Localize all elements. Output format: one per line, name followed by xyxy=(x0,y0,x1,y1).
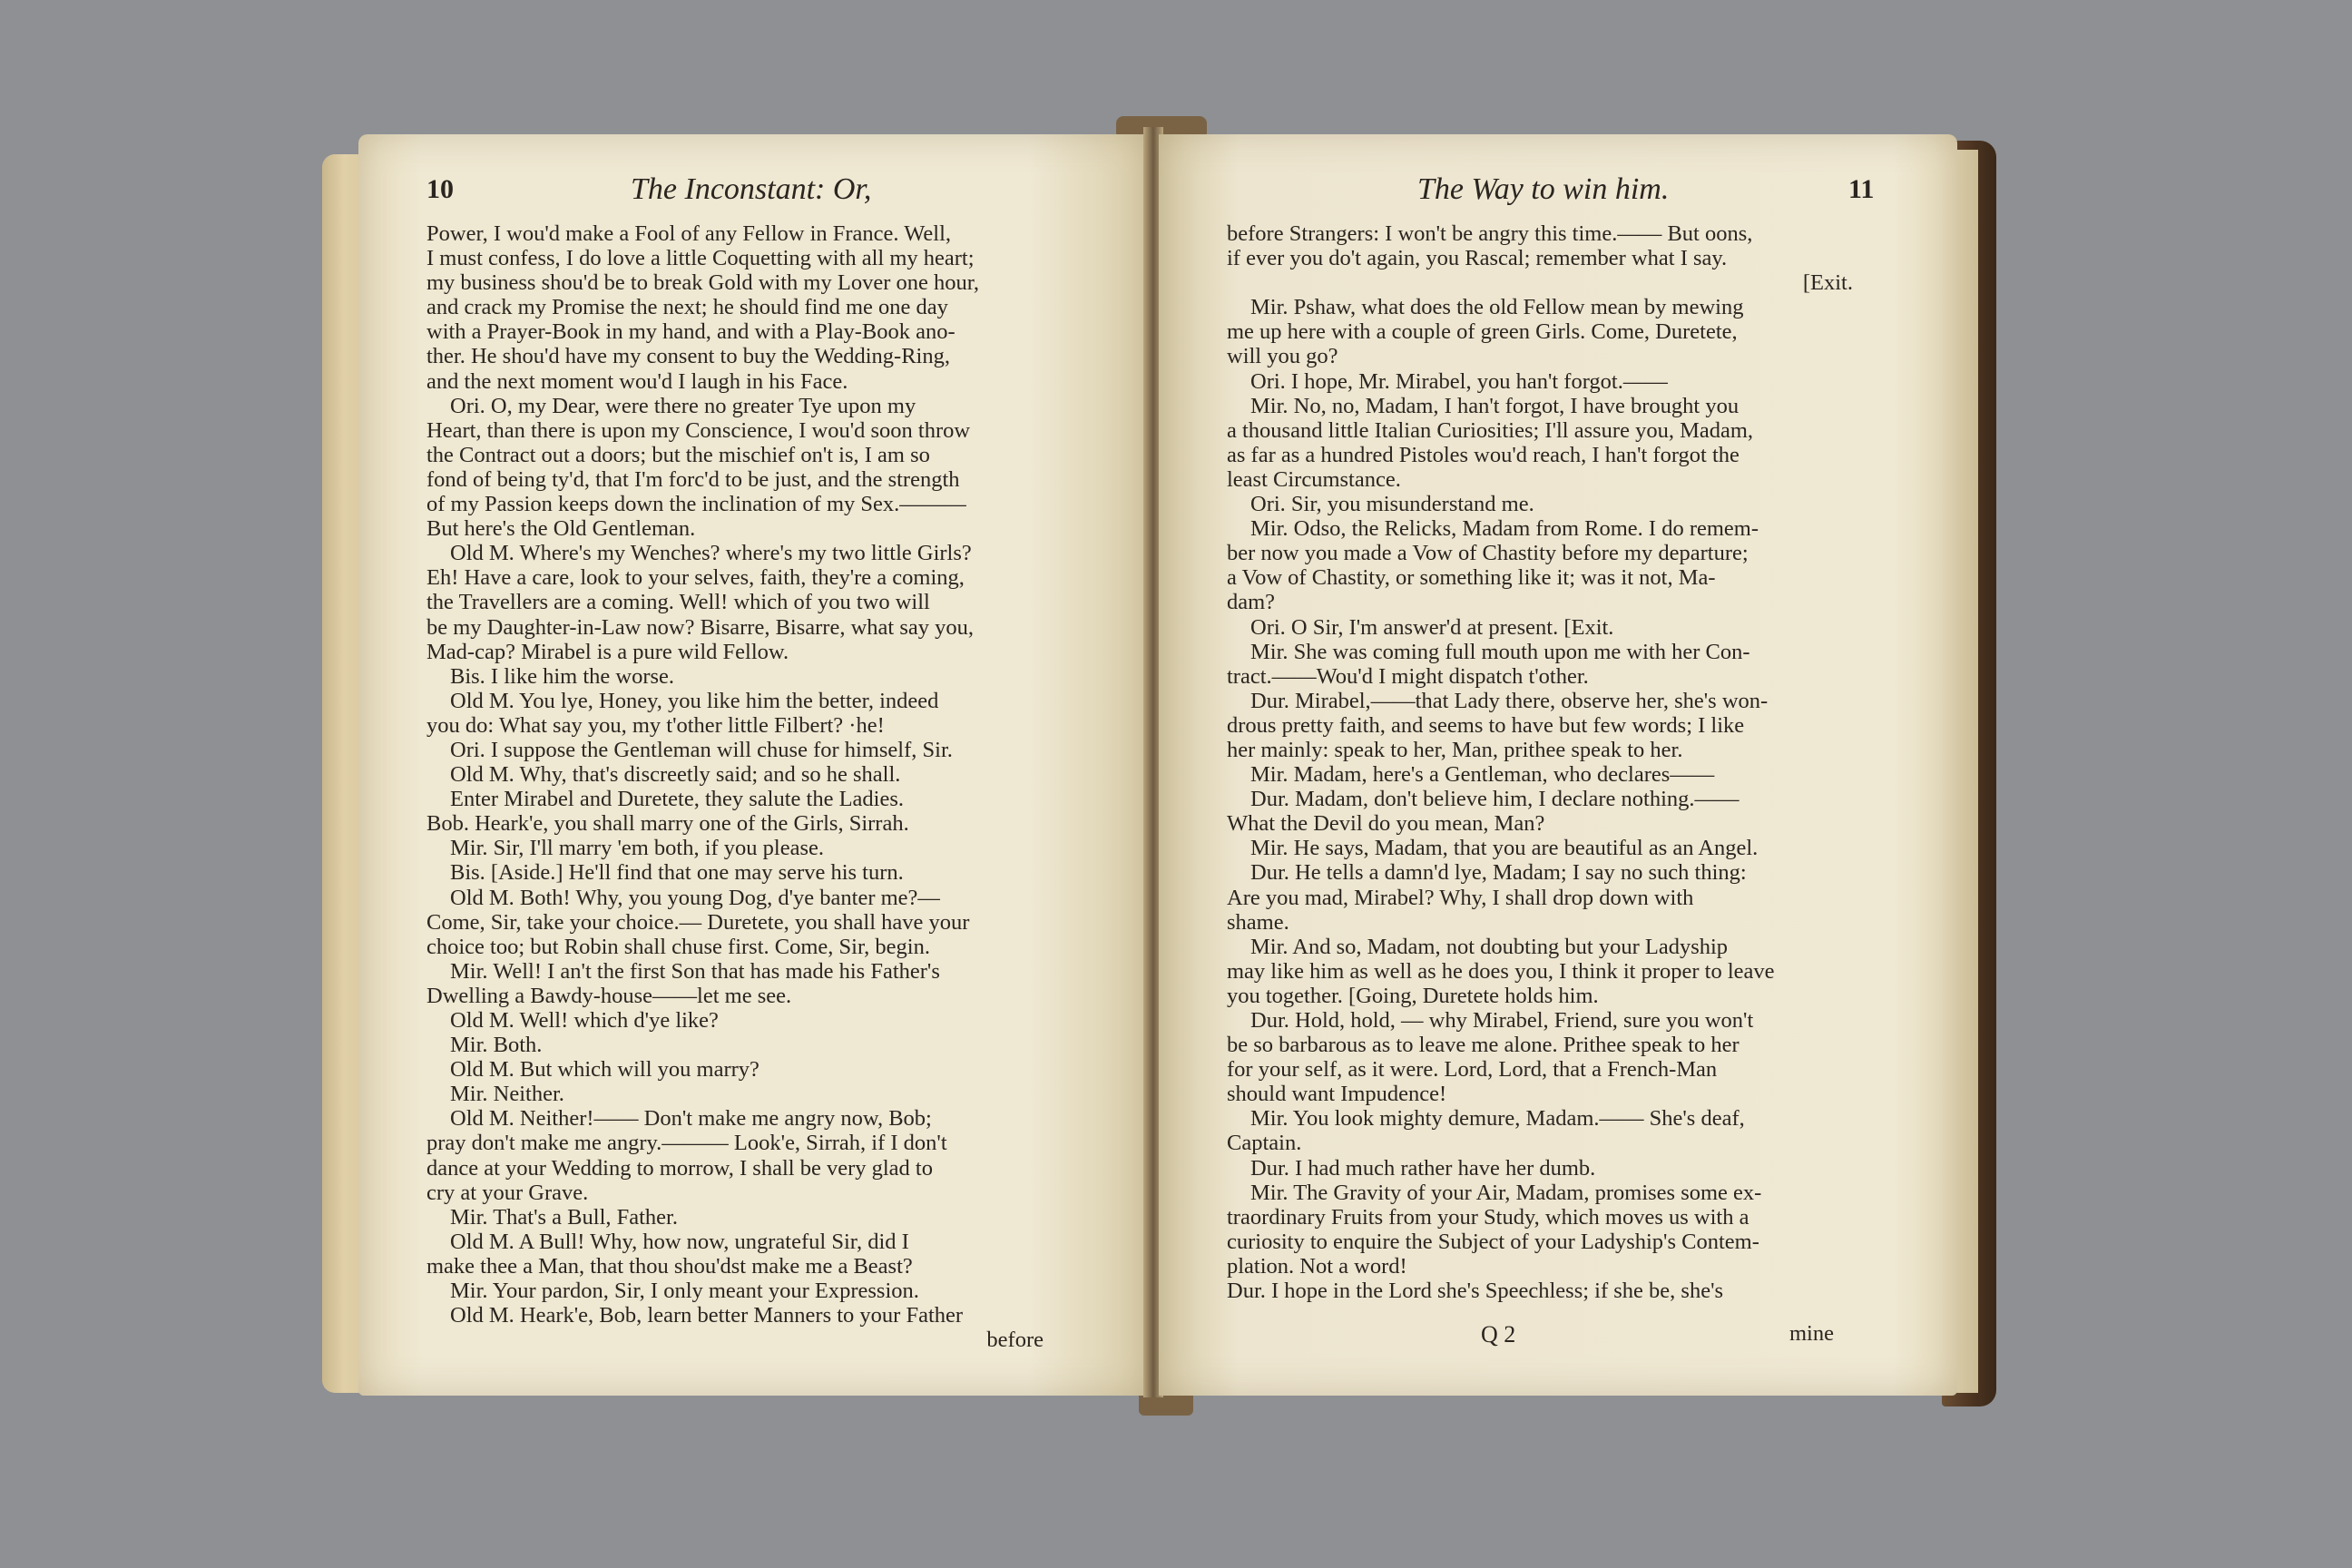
text-line: drous pretty faith, and seems to have but few words; I like xyxy=(1227,712,1745,738)
text-line: and the next moment wou'd I laugh in his Face. xyxy=(426,368,848,394)
text-line: before Strangers: I won't be angry this time.—— But oons, xyxy=(1227,221,1753,246)
text-line: Ori. I hope, Mr. Mirabel, you han't forgot.—— xyxy=(1250,368,1668,394)
text-line: [Exit. xyxy=(1802,270,1853,296)
text-line: Are you mad, Mirabel? Why, I shall drop down with xyxy=(1227,885,1694,910)
left-folio: 10 xyxy=(426,174,454,204)
text-line: Dur. Madam, don't believe him, I declare nothing.—— xyxy=(1250,787,1740,812)
text-line: Mir. Madam, here's a Gentleman, who declares—— xyxy=(1250,762,1715,788)
text-line: may like him as well as he does you, I think it proper to leave xyxy=(1227,958,1775,984)
text-line: should want Impudence! xyxy=(1227,1082,1447,1107)
right-page xyxy=(1159,134,1957,1396)
text-line: a Vow of Chastity, or something like it; was it not, Ma- xyxy=(1227,565,1716,591)
text-line: Bis. [Aside.] He'll find that one may serve his turn. xyxy=(450,860,904,886)
text-line: and crack my Promise the next; he should find me one day xyxy=(426,295,948,320)
text-line: Mir. Pshaw, what does the old Fellow mean by mewing xyxy=(1250,295,1744,320)
text-line: my business shou'd be to break Gold with my Lover one hour, xyxy=(426,270,980,296)
left-page-text xyxy=(426,221,1044,1328)
text-line: Mir. You look mighty demure, Madam.—— She's deaf, xyxy=(1250,1106,1745,1132)
text-line: a thousand little Italian Curiosities; I'll assure you, Madam, xyxy=(1227,417,1754,443)
text-line: Captain. xyxy=(1227,1131,1302,1156)
text-line: Mir. Your pardon, Sir, I only meant your Expression. xyxy=(450,1279,919,1304)
text-line: Eh! Have a care, look to your selves, faith, they're a coming, xyxy=(426,565,965,591)
text-line: Old M. Well! which d'ye like? xyxy=(450,1008,719,1033)
text-line: Ori. O, my Dear, were there no greater Tye upon my xyxy=(450,393,916,418)
text-line: But here's the Old Gentleman. xyxy=(426,516,696,542)
text-line: Dur. I had much rather have her dumb. xyxy=(1250,1155,1596,1181)
text-line: the Contract out a doors; but the mischief on't is, I am so xyxy=(426,442,930,467)
text-line: Ori. O Sir, I'm answer'd at present. [Exit. xyxy=(1250,614,1614,640)
text-line: if ever you do't again, you Rascal; remember what I say. xyxy=(1227,246,1728,271)
text-line: What the Devil do you mean, Man? xyxy=(1227,811,1545,837)
right-folio: 11 xyxy=(1848,174,1875,204)
text-line: Mir. That's a Bull, Father. xyxy=(450,1204,678,1230)
left-page xyxy=(358,134,1148,1396)
text-line: I must confess, I do love a little Coquetting with all my heart; xyxy=(426,246,975,271)
text-line: ther. He shou'd have my consent to buy the Wedding-Ring, xyxy=(426,344,950,369)
text-line: Dur. Hold, hold, — why Mirabel, Friend, sure you won't xyxy=(1250,1008,1754,1033)
left-catchword: before xyxy=(986,1328,1044,1352)
text-line: Dwelling a Bawdy-house——let me see. xyxy=(426,983,792,1008)
text-line: Old M. You lye, Honey, you like him the better, indeed xyxy=(450,688,939,713)
text-line: Dur. I hope in the Lord she's Speechless; if she be, she's xyxy=(1227,1279,1724,1304)
text-line: for your self, as it were. Lord, Lord, that a French-Man xyxy=(1227,1057,1718,1083)
text-line: Mir. Odso, the Relicks, Madam from Rome. I do remem- xyxy=(1250,516,1759,542)
text-line: fond of being ty'd, that I'm forc'd to be just, and the strength xyxy=(426,466,960,492)
signature-mark: Q 2 xyxy=(1481,1321,1516,1348)
text-line: Come, Sir, take your choice.— Duretete, you shall have your xyxy=(426,909,970,935)
text-line: you together. [Going, Duretete holds him. xyxy=(1227,983,1599,1008)
text-line: Ori. I suppose the Gentleman will chuse for himself, Sir. xyxy=(450,737,953,762)
text-line: Mad-cap? Mirabel is a pure wild Fellow. xyxy=(426,639,789,664)
text-line: choice too; but Robin shall chuse first. Come, Sir, begin. xyxy=(426,934,930,959)
text-line: Old M. A Bull! Why, how now, ungrateful Sir, did I xyxy=(450,1229,909,1254)
text-line: will you go? xyxy=(1227,344,1338,369)
text-line: Old M. Neither!—— Don't make me angry now, Bob; xyxy=(450,1106,932,1132)
text-line: dam? xyxy=(1227,590,1276,615)
text-line: cry at your Grave. xyxy=(426,1180,589,1205)
text-line: Dur. He tells a damn'd lye, Madam; I say no such thing: xyxy=(1250,860,1747,886)
text-line: Dur. Mirabel,——that Lady there, observe her, she's won- xyxy=(1250,688,1769,713)
text-line: Mir. And so, Madam, not doubting but your Ladyship xyxy=(1250,934,1729,959)
left-running-head: The Inconstant: Or, xyxy=(631,172,872,206)
text-line: Mir. Well! I an't the first Son that has made his Father's xyxy=(450,958,940,984)
text-line: be so barbarous as to leave me alone. Prithee speak to her xyxy=(1227,1033,1740,1058)
text-line: Enter Mirabel and Duretete, they salute the Ladies. xyxy=(450,787,905,812)
text-line: me up here with a couple of green Girls. Come, Duretete, xyxy=(1227,319,1738,345)
text-line: curiosity to enquire the Subject of your Ladyship's Contem- xyxy=(1227,1229,1759,1254)
text-line: plation. Not a word! xyxy=(1227,1253,1407,1279)
text-line: Old M. But which will you marry? xyxy=(450,1057,760,1083)
text-line: Power, I wou'd make a Fool of any Fellow in France. Well, xyxy=(426,221,952,246)
text-line: traordinary Fruits from your Study, which moves us with a xyxy=(1227,1204,1749,1230)
text-line: with a Prayer-Book in my hand, and with a Play-Book ano- xyxy=(426,319,956,345)
text-line: least Circumstance. xyxy=(1227,466,1401,492)
text-line: Mir. He says, Madam, that you are beautiful as an Angel. xyxy=(1250,836,1759,861)
text-line: Old M. Heark'e, Bob, learn better Manners to your Father xyxy=(450,1303,964,1328)
right-page-text xyxy=(1227,221,1853,1303)
right-catchword: mine xyxy=(1789,1321,1834,1346)
text-line: make thee a Man, that thou shou'dst make me a Beast? xyxy=(426,1253,913,1279)
text-line: Heart, than there is upon my Conscience, I wou'd soon throw xyxy=(426,417,971,443)
text-line: Old M. Where's my Wenches? where's my two little Girls? xyxy=(450,541,972,566)
text-line: her mainly: speak to her, Man, prithee speak to her. xyxy=(1227,737,1683,762)
text-line: ber now you made a Vow of Chastity before my departure; xyxy=(1227,541,1749,566)
text-line: Old M. Why, that's discreetly said; and so he shall. xyxy=(450,762,901,788)
text-line: Mir. Both. xyxy=(450,1033,543,1058)
text-line: Ori. Sir, you misunderstand me. xyxy=(1250,492,1534,517)
text-line: Mir. Sir, I'll marry 'em both, if you please. xyxy=(450,836,825,861)
text-line: Bob. Heark'e, you shall marry one of the Girls, Sirrah. xyxy=(426,811,909,837)
text-line: Mir. The Gravity of your Air, Madam, promises some ex- xyxy=(1250,1180,1762,1205)
text-line: pray don't make me angry.——— Look'e, Sirrah, if I don't xyxy=(426,1131,947,1156)
text-line: the Travellers are a coming. Well! which of you two will xyxy=(426,590,930,615)
text-line: tract.——Wou'd I might dispatch t'other. xyxy=(1227,663,1589,689)
text-line: Old M. Both! Why, you young Dog, d'ye banter me?— xyxy=(450,885,940,910)
text-line: of my Passion keeps down the inclination of my Sex.——— xyxy=(426,492,966,517)
text-line: Mir. Neither. xyxy=(450,1082,564,1107)
text-line: shame. xyxy=(1227,909,1289,935)
text-line: Mir. No, no, Madam, I han't forgot, I have brought you xyxy=(1250,393,1740,418)
text-line: you do: What say you, my t'other little Filbert? ·he! xyxy=(426,712,885,738)
text-line: as far as a hundred Pistoles wou'd reach, I han't forgot the xyxy=(1227,442,1740,467)
text-line: Mir. She was coming full mouth upon me with her Con- xyxy=(1250,639,1750,664)
text-line: Bis. I like him the worse. xyxy=(450,663,675,689)
text-line: dance at your Wedding to morrow, I shall be very glad to xyxy=(426,1155,933,1181)
open-book xyxy=(322,109,2024,1406)
right-running-head: The Way to win him. xyxy=(1417,172,1670,206)
text-line: be my Daughter-in-Law now? Bisarre, Bisarre, what say you, xyxy=(426,614,974,640)
